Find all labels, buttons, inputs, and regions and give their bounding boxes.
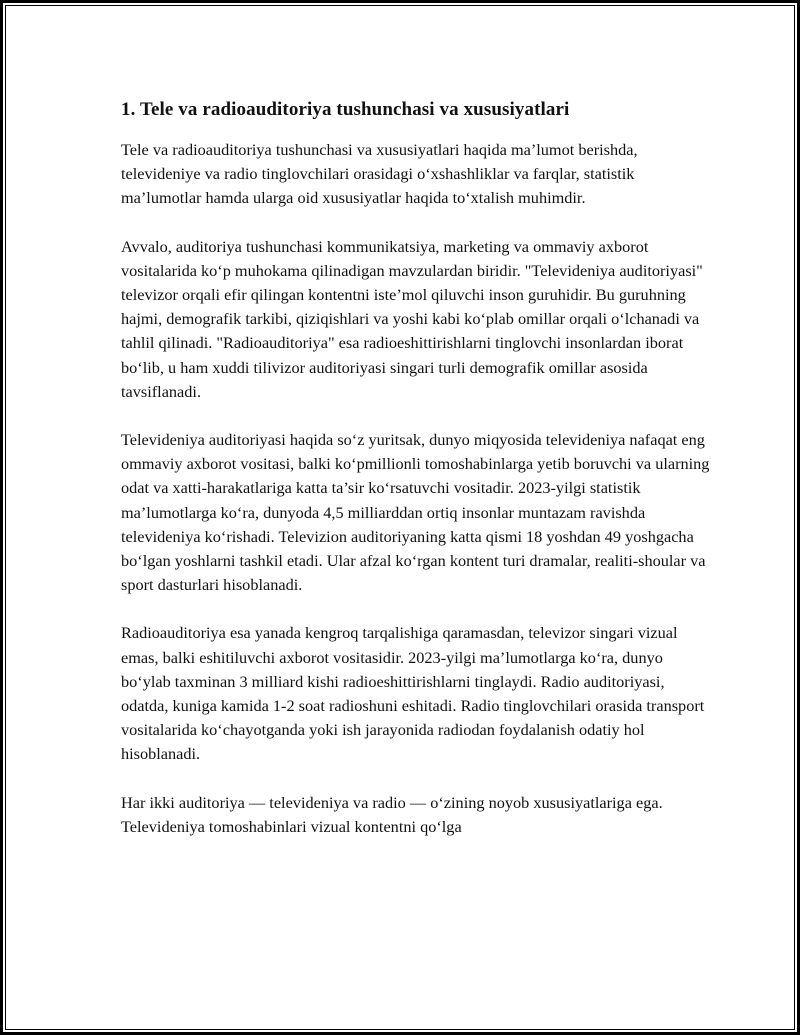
paragraph: Har ikki auditoriya — televideniya va radio — o‘zining noyob xususiyatlariga ega. Televideniya tomoshabinlari vizual kontentni qo‘lga — [121, 792, 663, 836]
paragraph: Tele va radioauditoriya tushunchasi va xususiyatlari haqida ma’lumot berishda, televideniye va radio tinglovchilari orasidagi o‘xshashliklar va farqlar, statistik ma’lumotlar hamda ularga oid xususiyatlar haqida to‘xtalish muhimdir. — [121, 140, 638, 208]
document-body — [121, 96, 711, 863]
paragraph: Televideniya auditoriyasi haqida so‘z yuritsak, dunyo miqyosida televideniya nafaqat eng ommaviy axborot vositasi, balki ko‘pmillionli tomoshabinlarga yetib boruvchi va ularning odat va xatti-harakatlariga katta ta’sir ko‘rsatuvchi vositadir. 2023-yilgi statistik ma’lumotlarga ko‘ra, dunyoda 4,5 milliarddan ortiq insonlar muntazam ravishda televideniya ko‘rishadi. Televizion auditoriyaning katta qismi 18 yoshdan 49 yoshgacha bo‘lgan yoshlarni tashkil etadi. Ular afzal ko‘rgan kontent turi dramalar, realiti-shoular va sport dasturlari hisoblanadi. — [121, 430, 710, 595]
paragraph: Radioauditoriya esa yanada kengroq tarqalishiga qaramasdan, televizor singari vizual emas, balki eshitiluvchi axborot vositasidir. 2023-yilgi ma’lumotlarga ko‘ra, dunyo bo‘ylab taxminan 3 milliard kishi radioeshittirishlarni tinglaydi. Radio auditoriyasi, odatda, kuniga kamida 1-2 soat radioshuni eshitadi. Radio tinglovchilari orasida transport vositalarida ko‘chayotganda yoki ish jarayonida radiodan foydalanish odatiy hol hisoblanadi. — [121, 623, 705, 764]
section-heading: 1. Tele va radioauditoriya tushunchasi va xususiyatlari — [121, 99, 570, 120]
paragraph: Avvalo, auditoriya tushunchasi kommunikatsiya, marketing va ommaviy axborot vositalarida ko‘p muhokama qilinadigan mavzulardan biridir. "Televideniya auditoriyasi" televizor orqali efir qilingan kontentni iste’mol qiluvchi inson guruhidir. Bu guruhning hajmi, demografik tarkibi, qiziqishlari va yoshi kabi ko‘plab omillar orqali o‘lchanadi va tahlil qilinadi. "Radioauditoriya" esa radioeshittirishlarni tinglovchi insonlardan iborat bo‘lib, u ham xuddi tilivizor auditoriyasi singari turli demografik omillar asosida tavsiflanadi. — [121, 236, 703, 401]
